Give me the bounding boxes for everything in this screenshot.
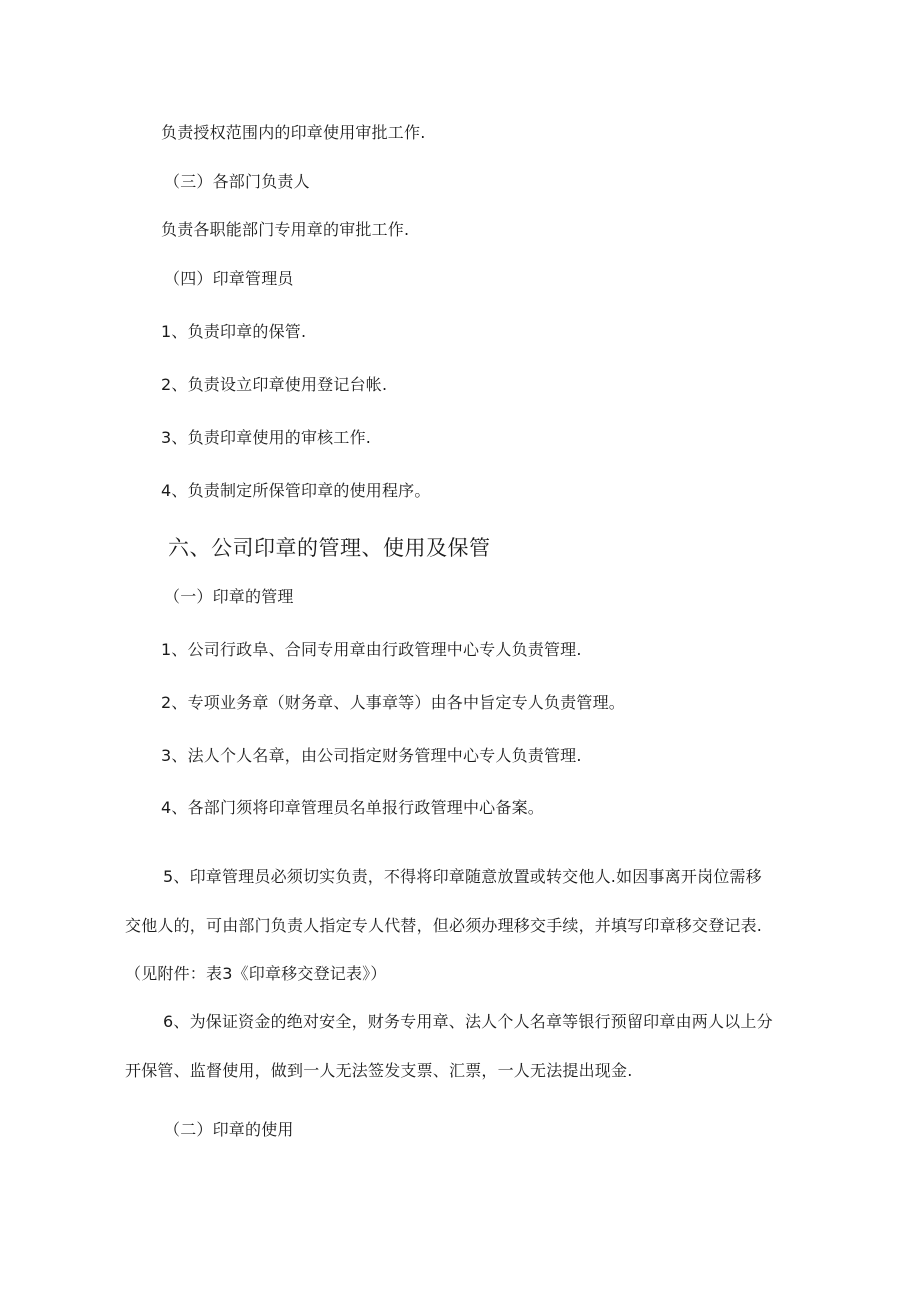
paragraph-line: 负责各职能部门专用章的审批工作.	[161, 220, 410, 239]
list-item: 1、公司行政阜、合同专用章由行政管理中心专人负责管理.	[161, 640, 582, 659]
list-item: 1、负责印章的保管.	[161, 322, 307, 341]
list-item: 4、负责制定所保管印章的使用程序。	[161, 481, 431, 500]
list-item: 2、负责设立印章使用登记台帐.	[161, 375, 388, 394]
paragraph-line: 交他人的，可由部门负责人指定专人代替，但必须办理移交手续，并填写印章移交登记表.	[125, 916, 763, 935]
paragraph-line: （见附件：表3《印章移交登记表》）	[125, 964, 387, 983]
list-item: 2、专项业务章（财务章、人事章等）由各中旨定专人负责管理。	[161, 693, 625, 712]
section-subheading: （三）各部门负责人	[164, 172, 310, 191]
section-subheading: （二）印章的使用	[164, 1120, 294, 1139]
paragraph-line: 负责授权范围内的印章使用审批工作.	[161, 123, 426, 142]
list-item: 3、法人个人名章，由公司指定财务管理中心专人负责管理.	[161, 746, 582, 765]
section-subheading: （四）印章管理员	[164, 269, 294, 288]
paragraph-line: 开保管、监督使用，做到一人无法签发支票、汇票，一人无法提出现金.	[125, 1061, 633, 1080]
paragraph-line: 6、为保证资金的绝对安全，财务专用章、法人个人名章等银行预留印章由两人以上分	[163, 1012, 773, 1031]
section-heading: 六、公司印章的管理、使用及保管	[168, 536, 491, 560]
section-subheading: （一）印章的管理	[164, 587, 294, 606]
list-item: 3、负责印章使用的审核工作.	[161, 428, 372, 447]
list-item: 4、各部门须将印章管理员名单报行政管理中心备案。	[161, 798, 544, 817]
paragraph-line: 5、印章管理员必须切实负责，不得将印章随意放置或转交他人.如因事离开岗位需移	[163, 867, 762, 886]
